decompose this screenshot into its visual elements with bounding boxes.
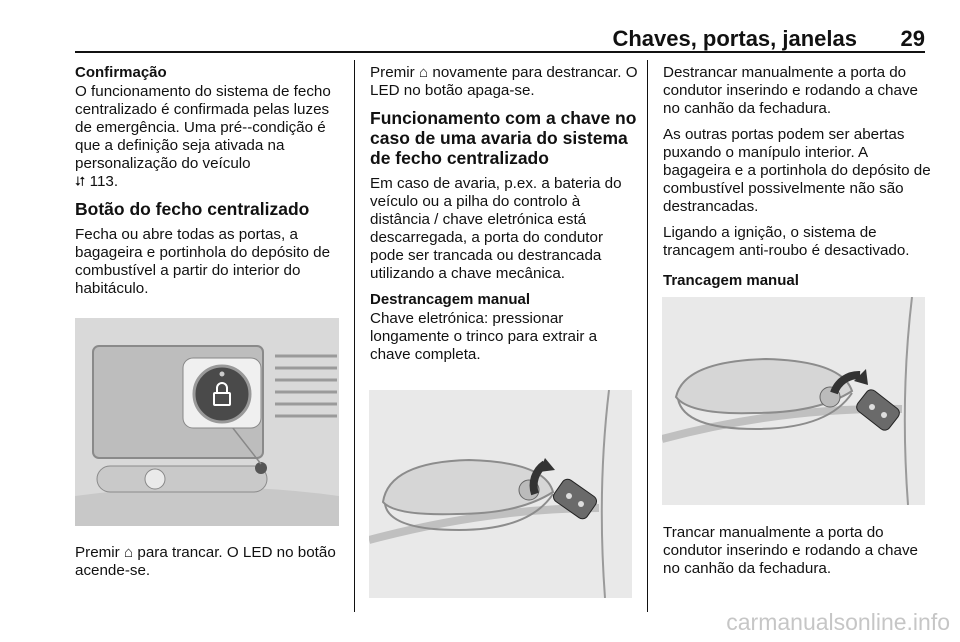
- central-lock-button-illustration: [75, 318, 339, 526]
- column-1: [75, 64, 343, 306]
- central-heading: Botão do fecho centralizado: [75, 199, 310, 219]
- confirm-paragraph: [75, 83, 343, 191]
- column-2: [370, 64, 638, 372]
- door-lock-illustration: [662, 297, 925, 505]
- manual-lock-heading: Trancagem manual: [663, 272, 799, 289]
- unlock-paragraph: [370, 64, 638, 100]
- manual-lock-text: Trancar manualmente a porta do condutor inserindo e rodando a chave no canhão da fechadura.: [663, 524, 918, 577]
- lock-text-b: para trancar. O LED no botão acende-se.: [75, 544, 336, 579]
- section-title: Chaves, portas, janelas: [612, 26, 857, 51]
- confirm-ref[interactable]: 113.: [89, 173, 119, 190]
- manual-unlock-heading: Destrancagem manual: [370, 291, 531, 308]
- manual-lock-paragraph: [663, 524, 931, 578]
- header-rule: [75, 51, 925, 53]
- lock-paragraph: [75, 544, 343, 580]
- column-3: [663, 64, 931, 291]
- door-unlock-illustration: [369, 390, 632, 598]
- lock-icon: ⌂: [123, 544, 134, 561]
- key-body: Em caso de avaria, p.ex. a bateria do veículo ou a pilha do controlo à distância / chave eletrónica está descarregada, a porta do condutor pode ser trancada ou destrancada utilizando a chave mecânica.: [370, 175, 622, 282]
- page-header: [75, 26, 925, 52]
- ignition-text: Ligando a ignição, o sistema de trancagem anti-roubo é desactivado.: [663, 224, 910, 259]
- unlock-text-b: novamente para destrancar. O LED no botão apaga-se.: [370, 64, 638, 99]
- page-number: 29: [900, 26, 925, 51]
- unlock-icon: ⌂: [418, 64, 429, 81]
- manual-unlock-body: Chave eletrónica: pressionar longamente o trinco para extrair a chave completa.: [370, 310, 598, 363]
- other-doors-text: As outras portas podem ser abertas puxando o manípulo interior. A bagageira e a portinhola do depósito de combustível possivelmente não são destrancadas.: [663, 126, 931, 215]
- reference-arrow-icon: ⮃: [75, 174, 86, 189]
- key-heading: Funcionamento com a chave no caso de uma avaria do sistema de fecho centralizado: [370, 108, 637, 168]
- watermark: carmanualsonline.info: [726, 609, 950, 635]
- unlock-door-text: Destrancar manualmente a porta do condutor inserindo e rodando a chave no canhão da fechadura.: [663, 64, 918, 117]
- lock-text-a: Premir: [75, 544, 120, 561]
- column-divider-2: [647, 60, 648, 612]
- confirm-body: O funcionamento do sistema de fecho centralizado é confirmada pelas luzes de emergência. Uma pré--condição é que a definição seja ativada na personalização do veículo: [75, 83, 331, 172]
- central-body: Fecha ou abre todas as portas, a bagageira e portinhola do depósito de combustível a partir do interior do habitáculo.: [75, 226, 331, 297]
- column-divider-1: [354, 60, 355, 612]
- confirm-heading: Confirmação: [75, 64, 167, 81]
- unlock-text-a: Premir: [370, 64, 415, 81]
